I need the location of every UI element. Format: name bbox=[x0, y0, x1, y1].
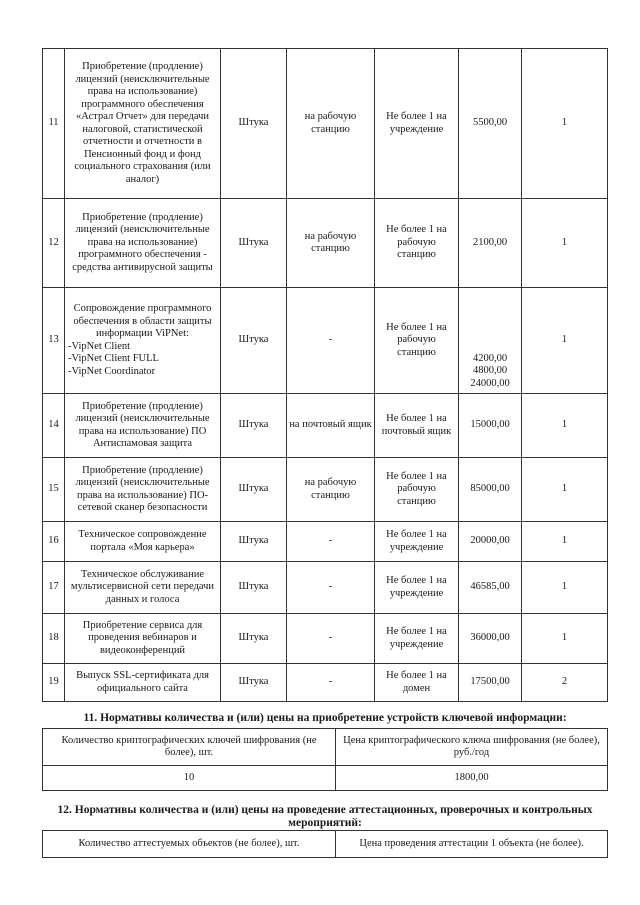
item-quantity: 1 bbox=[522, 288, 608, 394]
item-name: Выпуск SSL-сертификата для официального сайта bbox=[65, 664, 221, 702]
item-limit: Не более 1 на рабочую станцию bbox=[375, 458, 459, 522]
row-number: 14 bbox=[43, 394, 65, 458]
item-allocation: - bbox=[287, 614, 375, 664]
item-allocation: - bbox=[287, 288, 375, 394]
item-price: 2100,00 bbox=[459, 199, 522, 288]
item-unit: Штука bbox=[221, 288, 287, 394]
item-limit: Не более 1 на рабочую станцию bbox=[375, 288, 459, 394]
item-unit: Штука bbox=[221, 199, 287, 288]
table-row bbox=[43, 288, 608, 394]
table-header-row bbox=[43, 831, 608, 858]
row-number: 16 bbox=[43, 522, 65, 562]
item-name: Приобретение сервиса для проведения вебинаров и видеоконференций bbox=[65, 614, 221, 664]
item-quantity: 2 bbox=[522, 664, 608, 702]
table-row bbox=[43, 766, 608, 791]
row-number: 15 bbox=[43, 458, 65, 522]
item-name: Сопровождение программного обеспечения в области защиты информации ViPNet: bbox=[73, 303, 212, 339]
item-price: 17500,00 bbox=[459, 664, 522, 702]
item-quantity: 1 bbox=[522, 562, 608, 614]
certification-table bbox=[42, 830, 608, 858]
table-row bbox=[43, 664, 608, 702]
table-header-row bbox=[43, 729, 608, 766]
item-quantity: 1 bbox=[522, 394, 608, 458]
item-limit: Не более 1 на учреждение bbox=[375, 562, 459, 614]
table-row bbox=[43, 199, 608, 288]
item-price: 46585,00 bbox=[459, 562, 522, 614]
table-row bbox=[43, 614, 608, 664]
item-limit: Не более 1 на учреждение bbox=[375, 614, 459, 664]
key-count-value: 10 bbox=[43, 766, 336, 791]
item-price: 15000,00 bbox=[459, 394, 522, 458]
row-number: 12 bbox=[43, 199, 65, 288]
item-name-cell bbox=[65, 288, 221, 394]
section-12-title: 12. Нормативы количества и (или) цены на проведение аттестационных, проверочных и контрольных мероприятий: bbox=[57, 804, 593, 829]
table-row bbox=[43, 562, 608, 614]
row-number: 17 bbox=[43, 562, 65, 614]
item-allocation: на рабочую станцию bbox=[287, 49, 375, 199]
item-limit: Не более 1 на рабочую станцию bbox=[375, 199, 459, 288]
item-subitems: -VipNet Client -VipNet Client FULL -VipNet Coordinator bbox=[68, 340, 159, 377]
item-price: 85000,00 bbox=[459, 458, 522, 522]
requirements-table bbox=[42, 48, 608, 702]
item-allocation: на рабочую станцию bbox=[287, 199, 375, 288]
item-unit: Штука bbox=[221, 49, 287, 199]
item-limit: Не более 1 на учреждение bbox=[375, 522, 459, 562]
item-quantity: 1 bbox=[522, 522, 608, 562]
item-name: Техническое сопровождение портала «Моя карьера» bbox=[65, 522, 221, 562]
item-allocation: - bbox=[287, 664, 375, 702]
item-quantity: 1 bbox=[522, 614, 608, 664]
item-quantity: 1 bbox=[522, 199, 608, 288]
item-name: Техническое обслуживание мультисервисной сети передачи данных и голоса bbox=[65, 562, 221, 614]
item-name: Приобретение (продление) лицензий (неисключительные права на использование) программного обеспечения «Астрал Отчет» для передачи налоговой, статистической отчетности и отчетности в Пенсионный фонд и фонд социального страхования (или аналог) bbox=[65, 49, 221, 199]
item-unit: Штука bbox=[221, 522, 287, 562]
section-11-title: 11. Нормативы количества и (или) цены на приобретение устройств ключевой информации: bbox=[83, 712, 567, 724]
item-limit: Не более 1 на домен bbox=[375, 664, 459, 702]
table-row bbox=[43, 394, 608, 458]
item-price: 36000,00 bbox=[459, 614, 522, 664]
item-allocation: - bbox=[287, 522, 375, 562]
row-number: 11 bbox=[43, 49, 65, 199]
key-price-value: 1800,00 bbox=[336, 766, 608, 791]
item-unit: Штука bbox=[221, 562, 287, 614]
item-unit: Штука bbox=[221, 458, 287, 522]
item-name: Приобретение (продление) лицензий (неисключительные права на использование) ПО Антиспамовая защита bbox=[65, 394, 221, 458]
table-row bbox=[43, 458, 608, 522]
key-count-header: Количество криптографических ключей шифрования (не более), шт. bbox=[43, 729, 336, 766]
table-row bbox=[43, 49, 608, 199]
item-quantity: 1 bbox=[522, 49, 608, 199]
item-quantity: 1 bbox=[522, 458, 608, 522]
item-limit: Не более 1 на почтовый ящик bbox=[375, 394, 459, 458]
key-devices-table bbox=[42, 728, 608, 791]
item-unit: Штука bbox=[221, 394, 287, 458]
row-number: 19 bbox=[43, 664, 65, 702]
row-number: 18 bbox=[43, 614, 65, 664]
item-name: Приобретение (продление) лицензий (неисключительные права на использование) программного обеспечения - средства антивирусной защиты bbox=[65, 199, 221, 288]
item-allocation: на почтовый ящик bbox=[287, 394, 375, 458]
item-unit: Штука bbox=[221, 614, 287, 664]
item-name: Приобретение (продление) лицензий (неисключительные права на использование) ПО-сетевой сканер безопасности bbox=[65, 458, 221, 522]
certification-price-header: Цена проведения аттестации 1 объекта (не более). bbox=[336, 831, 608, 858]
objects-count-header: Количество аттестуемых объектов (не более), шт. bbox=[43, 831, 336, 858]
item-price: 20000,00 bbox=[459, 522, 522, 562]
item-limit: Не более 1 на учреждение bbox=[375, 49, 459, 199]
key-price-header: Цена криптографического ключа шифрования (не более), руб./год bbox=[336, 729, 608, 766]
item-unit: Штука bbox=[221, 664, 287, 702]
item-allocation: - bbox=[287, 562, 375, 614]
item-allocation: на рабочую станцию bbox=[287, 458, 375, 522]
row-number: 13 bbox=[43, 288, 65, 394]
item-price: 4200,00 4800,00 24000,00 bbox=[459, 288, 522, 394]
item-price: 5500,00 bbox=[459, 49, 522, 199]
table-row bbox=[43, 522, 608, 562]
